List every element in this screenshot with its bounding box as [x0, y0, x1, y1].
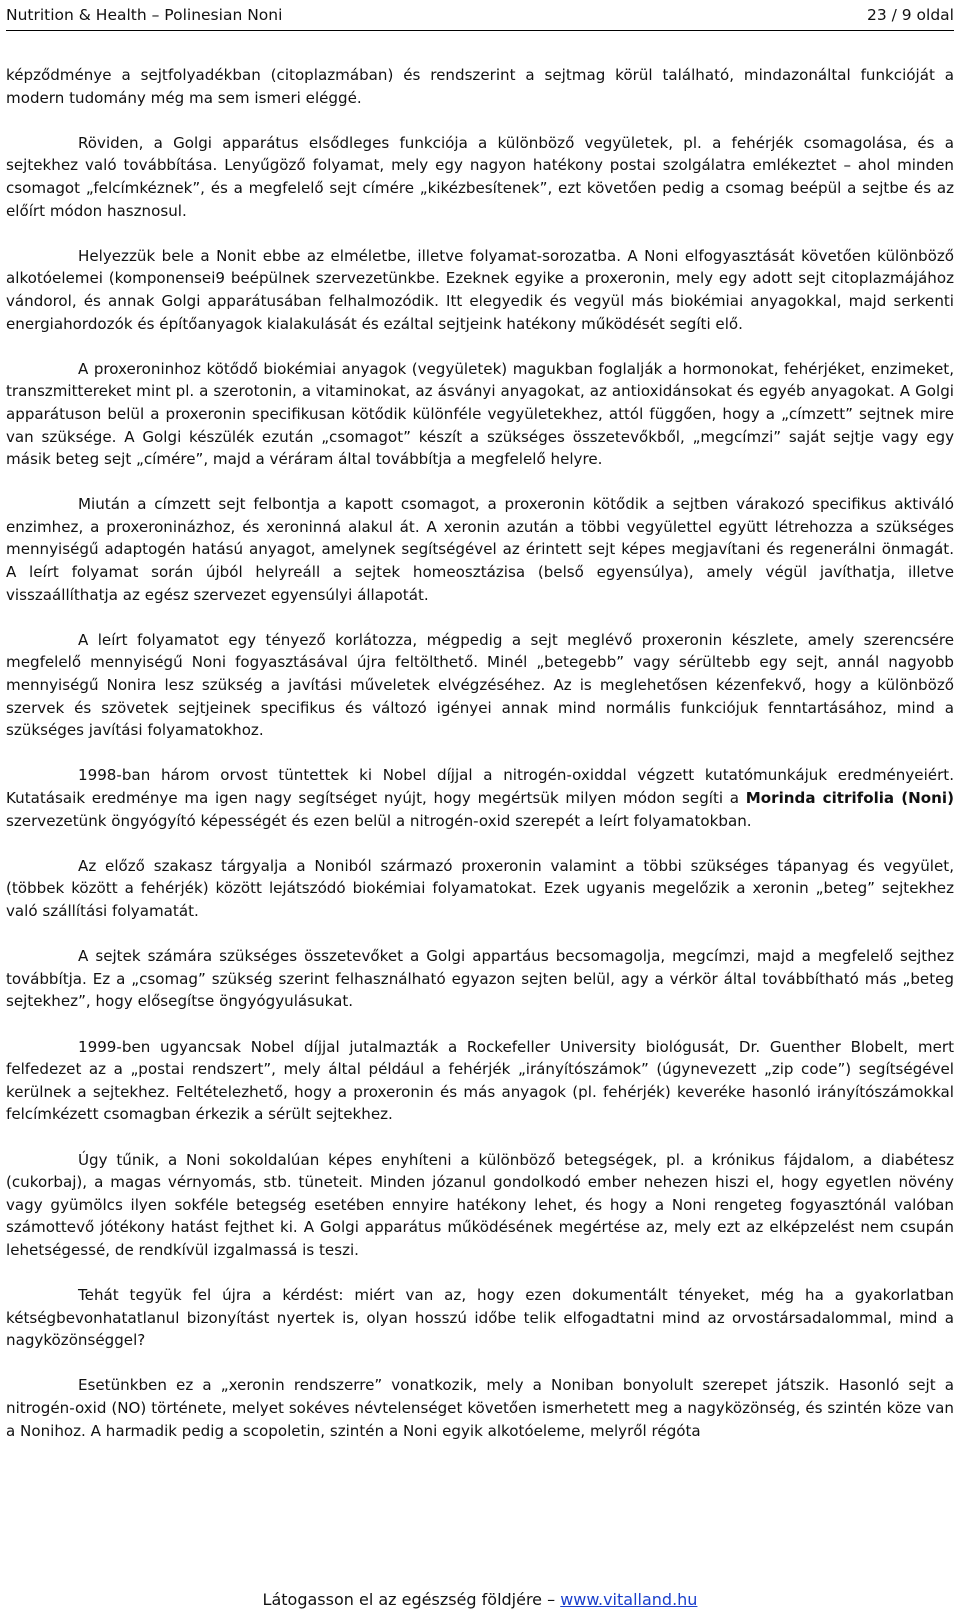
- paragraph: A proxeroninhoz kötődő biokémiai anyagok (vegyületek) magukban foglalják a hormonokat, fehérjéket, enzimeket, transzmittereket mint pl. a szerotonin, a vitaminokat, az ásványi anyagokat, az antioxidánsokat és egyéb anyagokat. A Golgi apparátuson belül a proxeronin specifikusan kötődik különféle vegyületekhez, attól függően, hogy a „címzett” sejtnek mire van szüksége. A Golgi készülék ezután „csomagot” készít a szükséges összetevőkből, „megcímzi” saját sejtje vagy egy másik beteg sejt „címére”, majd a véráram által továbbítja a megfelelő helyre.: [6, 359, 954, 469]
- paragraph: Tehát tegyük fel újra a kérdést: miért van az, hogy ezen dokumentált tényeket, még ha a gyakorlatban kétségbevonhatatlanul bizonyítást nyertek is, olyan hosszú időbe telik elfogadtatni mind az orvostársadalommal, mind a nagyközönséggel?: [6, 1286, 954, 1350]
- page-footer: [0, 1590, 960, 1609]
- paragraph: A sejtek számára szükséges összetevőket a Golgi appartáus becsomagolja, megcímzi, majd a megfelelő sejthez továbbítja. Ez a „csomag” szükség szerint felhasználható egyazon sejten belül, agy a vérkör által továbbítható más „beteg sejtekhez”, hogy elősegítse öngyógyulásukat.: [6, 947, 954, 1011]
- paragraph-text: szervezetünk öngyógyító képességét és ezen belül a nitrogén-oxid szerepét a leírt folyamatokban.: [6, 811, 752, 830]
- paragraph: Miután a címzett sejt felbontja a kapott csomagot, a proxeronin kötődik a sejtben várakozó specifikus aktiváló enzimhez, a proxeroninázhoz, és xeroninná alakul át. A xeronin azután a többi vegyülettel együtt létrehozza a szükséges mennyiségű adaptogén hatású anyagot, amelynek segítségével az érintett sejt képes megjavítani és regenerálni önmagát. A leírt folyamat során újból helyreáll a sejtek homeosztázisa (belső egyensúlya), amely végül javíthatja, illetve visszaállíthatja az egész szervezet egyensúlyi állapotát.: [6, 495, 954, 604]
- paragraph: Az előző szakasz tárgyalja a Noniból származó proxeronin valamint a többi szükséges tápanyag és vegyület, (többek között a fehérjék) között lejátszódó biokémiai folyamatokat. Ezek ugyanis megelőzik a xeronin „beteg” sejtekhez való szállítási folyamatát.: [6, 856, 954, 920]
- paragraph-nobel-1998: [6, 764, 954, 832]
- body-text: [6, 64, 954, 1465]
- paragraph: Úgy tűnik, a Noni sokoldalúan képes enyhíteni a különböző betegségek, pl. a krónikus fájdalom, a diabétesz (cukorbaj), a magas vérnyomás, stb. tüneteit. Minden józanul gondolkodó ember nehezen hiszi el, hogy egyetlen növény vagy gyümölcs ilyen sokféle betegség esetében ennyire hatékony lehet, és hogy a Noni rengeteg fogyasztónál valóban számottevő jótékony hatást fejthet ki. A Golgi apparátus működésének megértése az, mely ezt az elképzelést nem csupán lehetségessé, de rendkívül izgalmassá is teszi.: [6, 1150, 954, 1259]
- header-title: Nutrition & Health – Polinesian Noni: [6, 6, 283, 24]
- paragraph: képződménye a sejtfolyadékban (citoplazmában) és rendszerint a sejtmag körül található, mindazonáltal funkcióját a modern tudomány még ma sem ismeri eléggé.: [6, 66, 954, 107]
- footer-text: Látogasson el az egészség földjére –: [262, 1590, 561, 1609]
- bold-plant-name: Morinda citrifolia (Noni): [745, 789, 954, 807]
- paragraph-text: 1998-ban három orvost tüntettek ki Nobel díjjal a nitrogén-oxiddal végzett kutatómunkájuk eredményeiért. Kutatásaik eredménye ma igen nagy segítséget nyújt, hogy megértsük milyen módon segíti a: [6, 766, 954, 807]
- page-number: 23 / 9 oldal: [866, 6, 954, 24]
- footer-link[interactable]: www.vitalland.hu: [560, 1590, 698, 1609]
- page-header: [6, 0, 954, 31]
- paragraph: Esetünkben ez a „xeronin rendszerre” vonatkozik, mely a Noniban bonyolult szerepet játszik. Hasonló sejt a nitrogén-oxid (NO) története, melyet sokéves névtelenséget követően ismerhetett meg a nagyközönség, és szintén köze van a Nonihoz. A harmadik pedig a scopoletin, szintén a Noni egyik alkotóeleme, melyről régóta: [6, 1376, 954, 1440]
- paragraph: A leírt folyamatot egy tényező korlátozza, mégpedig a sejt meglévő proxeronin készlete, amely szerencsére megfelelő mennyiségű Noni fogyasztásával újra feltölthető. Minél „betegebb” vagy sérültebb egy sejt, annál nagyobb mennyiségű Nonira lesz szükség a javítási műveletek elvégzéséhez. Az is meglehetősen kézenfekvő, hogy a különböző szervek és szövetek sejtjeinek specifikus és változó igényei annak mind normális funkciójuk fenntartásához, mind a szükséges javítási folyamatokhoz.: [6, 630, 954, 740]
- paragraph: Helyezzük bele a Nonit ebbe az elméletbe, illetve folyamat-sorozatba. A Noni elfogyasztását követően különböző alkotóelemei (komponensei9 beépülnek szervezetünkbe. Ezeknek egyike a proxeronin, mely egy adott sejt citoplazmájához vándorol, és annak Golgi apparátusában felhalmozódik. Itt elegyedik és vegyül más biokémiai anyagokkal, majd serkenti energiahordozók és építőanyagok kialakulását és ezáltal sejtjeink hatékony működését segíti elő.: [6, 246, 954, 333]
- paragraph: 1999-ben ugyancsak Nobel díjjal jutalmazták a Rockefeller University biológusát, Dr. Guenther Blobelt, mert felfedezet az a „postai rendszert”, mely által például a fehérjék „irányítószámok” (úgynevezett „zip code”) segítségével kerülnek a sejtekhez. Feltételezhető, hogy a proxeronin és más anyagok (pl. fehérjék) keveréke hasonló irányítószámokkal felcímkézett csomagban érkezik a sérült sejtekhez.: [6, 1037, 954, 1124]
- paragraph: Röviden, a Golgi apparátus elsődleges funkciója a különböző vegyületek, pl. a fehérjék csomagolása, és a sejtekhez való továbbítása. Lenyűgöző folyamat, mely egy nagyon hatékony postai szolgálatra emlékeztet – ahol minden csomagot „felcímkéznek”, és a megfelelő sejt címére „kikézbesítenek”, ezt követően pedig a csomag beépül a sejtbe és az előírt módon hasznosul.: [6, 133, 954, 220]
